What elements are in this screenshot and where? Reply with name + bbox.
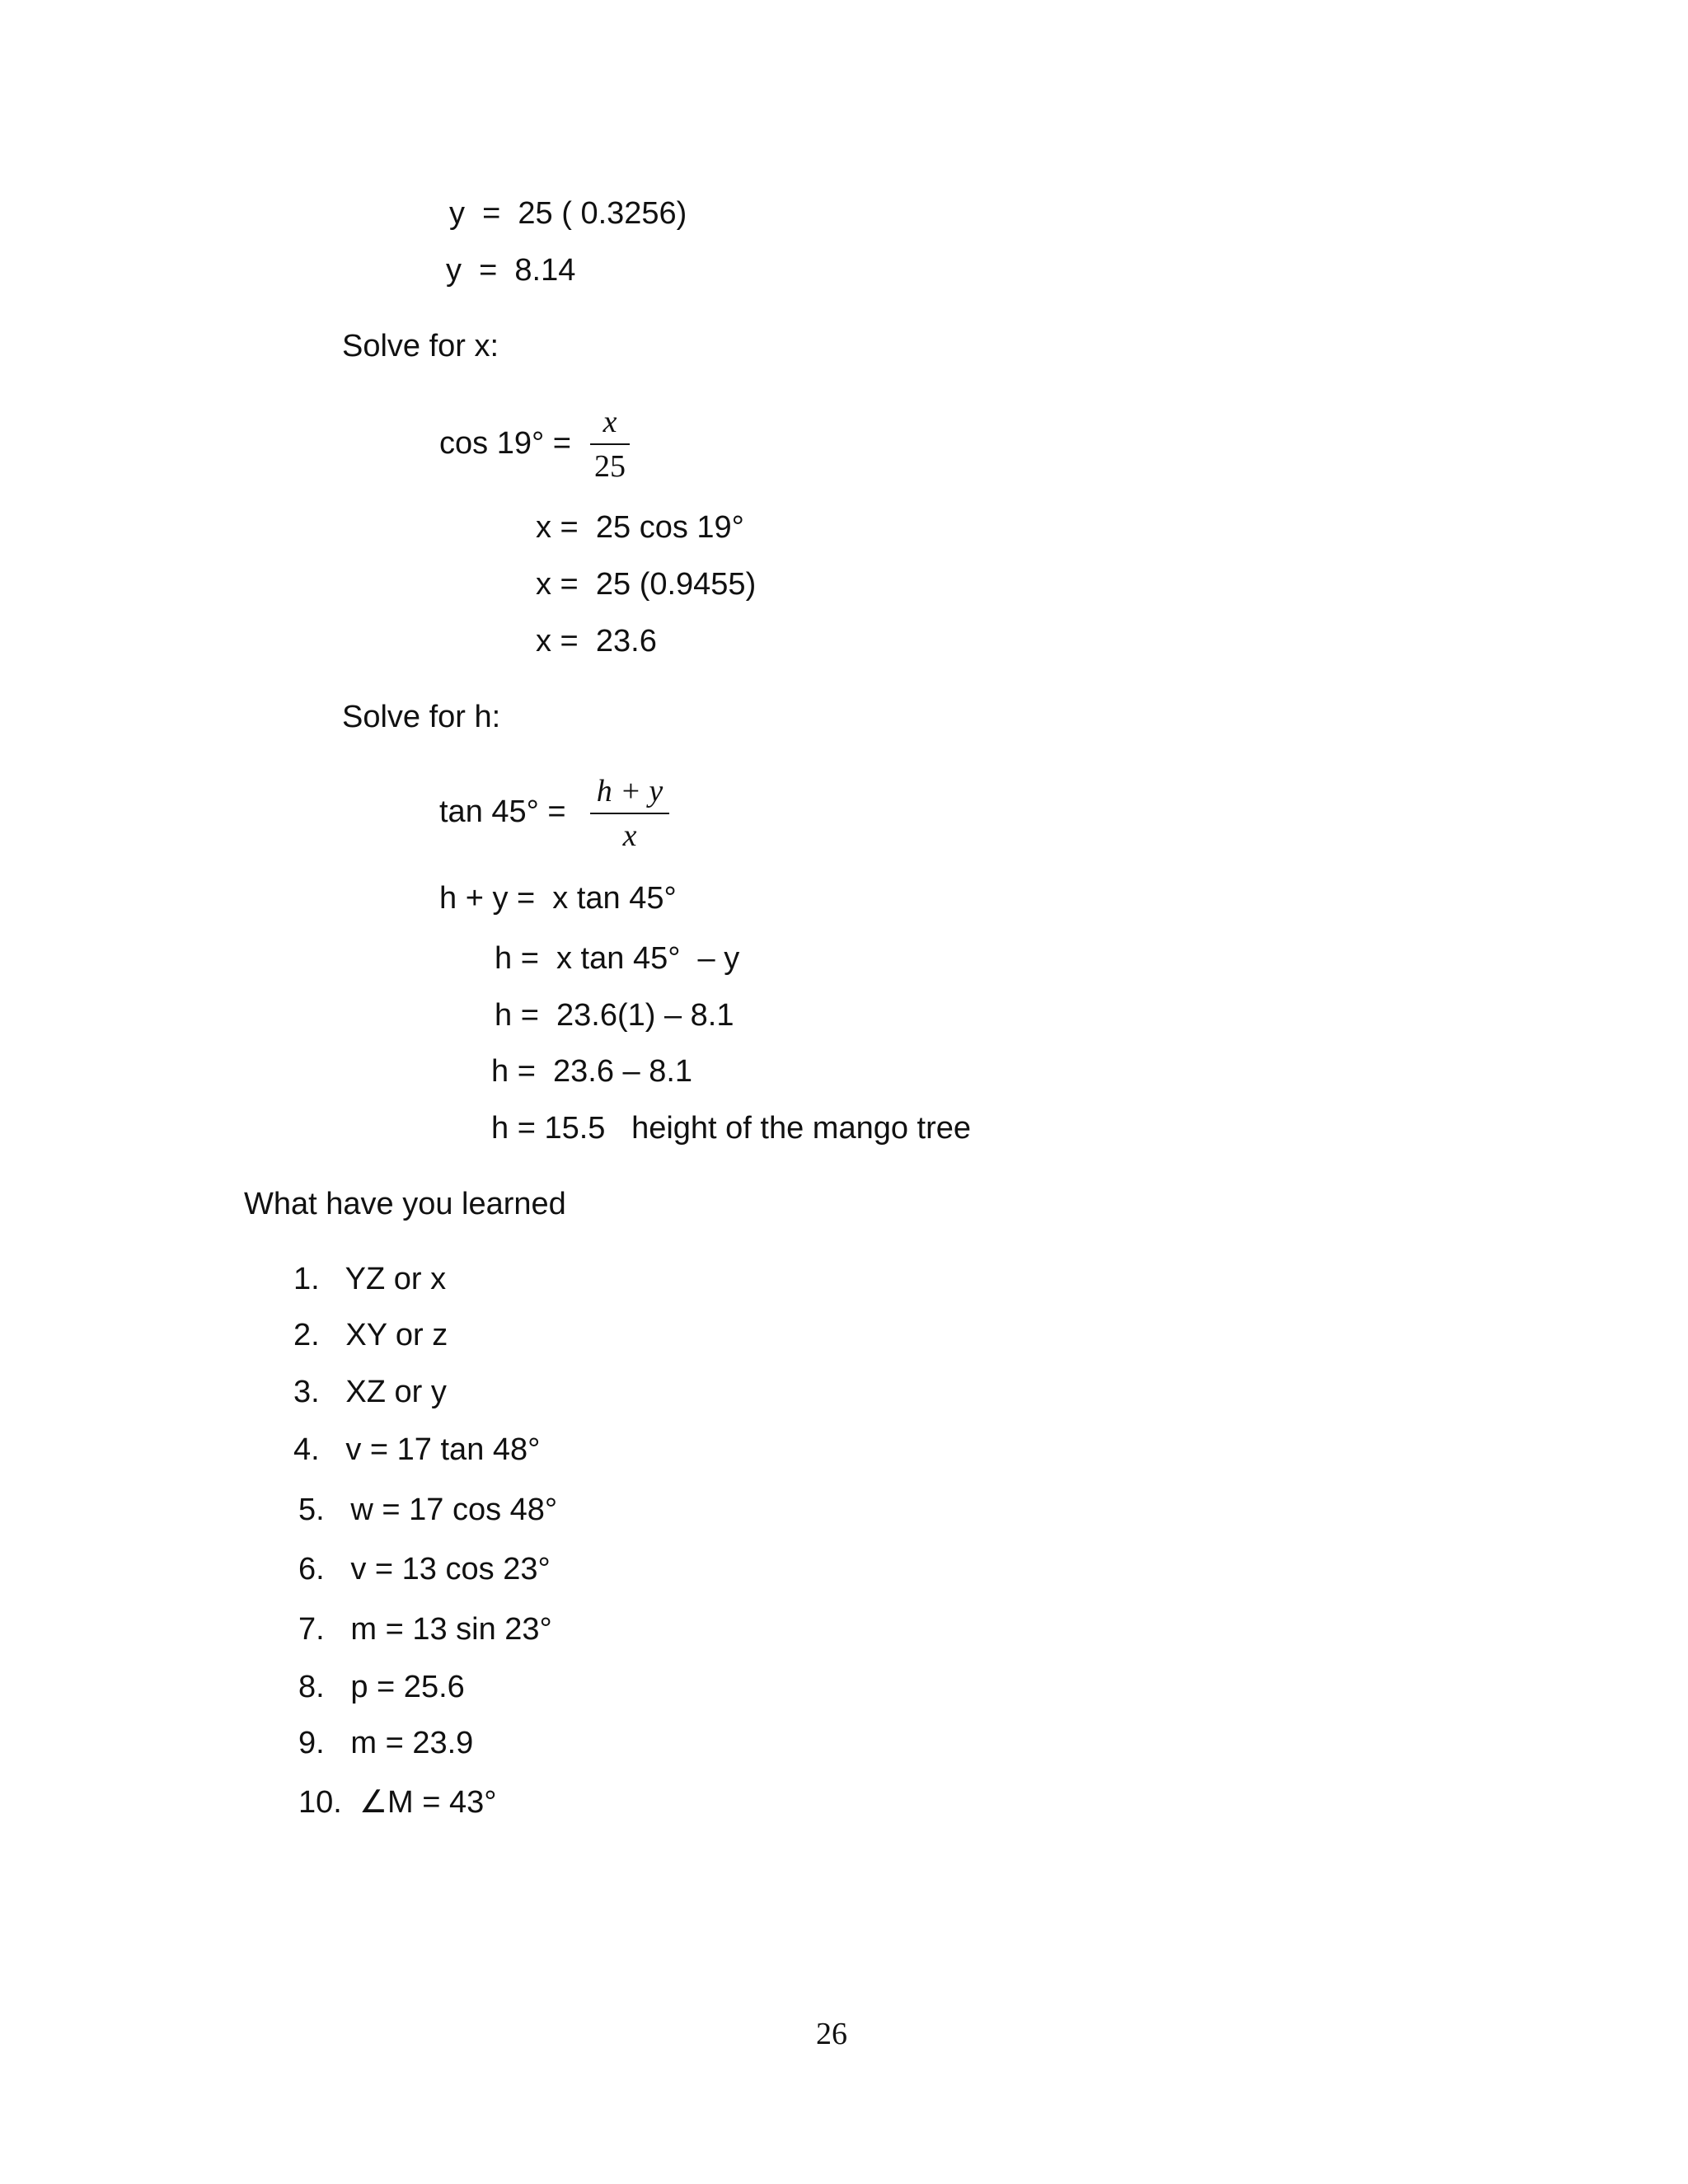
tan-fraction-denominator: x — [622, 818, 637, 853]
page-number: 26 — [816, 2017, 847, 2051]
solve-h-step-3: h = 23.6(1) – 8.1 — [495, 998, 734, 1033]
learned-item-8: 8. p = 25.6 — [298, 1670, 465, 1704]
learned-item-3: 3. XZ or y — [293, 1375, 447, 1409]
fraction-bar — [590, 813, 669, 814]
learned-item-10: 10. ∠M = 43° — [298, 1785, 497, 1820]
learned-item-7: 7. m = 13 sin 23° — [298, 1612, 552, 1647]
cos-fraction-denominator: 25 — [594, 449, 626, 484]
learned-item-5: 5. w = 17 cos 48° — [298, 1493, 558, 1527]
solve-h-step-2: h = x tan 45° – y — [495, 941, 740, 976]
solve-x-step-1: x = 25 cos 19° — [536, 510, 744, 545]
solve-x-heading: Solve for x: — [342, 329, 499, 363]
learned-item-4: 4. v = 17 tan 48° — [293, 1432, 541, 1467]
learned-item-9: 9. m = 23.9 — [298, 1726, 474, 1760]
tan-fraction — [590, 773, 669, 854]
solve-h-step-4: h = 23.6 – 8.1 — [491, 1054, 693, 1089]
y-solution-line-1: y = 25 ( 0.3256) — [449, 196, 687, 231]
fraction-bar — [590, 443, 630, 445]
solve-h-heading: Solve for h: — [342, 700, 501, 734]
solve-x-step-2: x = 25 (0.9455) — [536, 567, 757, 602]
solve-x-step-3: x = 23.6 — [536, 624, 657, 658]
cos-fraction-numerator: x — [603, 405, 617, 439]
learned-item-2: 2. XY or z — [293, 1318, 448, 1352]
y-solution-line-2: y = 8.14 — [446, 253, 576, 288]
solve-h-step-1: h + y = x tan 45° — [439, 881, 677, 916]
cos-equation-lhs: cos 19° = — [439, 426, 571, 461]
learned-item-6: 6. v = 13 cos 23° — [298, 1552, 551, 1586]
learned-heading: What have you learned — [244, 1187, 566, 1221]
cos-fraction — [590, 404, 630, 485]
solve-h-step-5: h = 15.5 height of the mango tree — [491, 1111, 972, 1146]
tan-fraction-numerator: h + y — [596, 774, 663, 808]
learned-item-1: 1. YZ or x — [293, 1262, 447, 1296]
tan-equation-lhs: tan 45° = — [439, 794, 566, 829]
